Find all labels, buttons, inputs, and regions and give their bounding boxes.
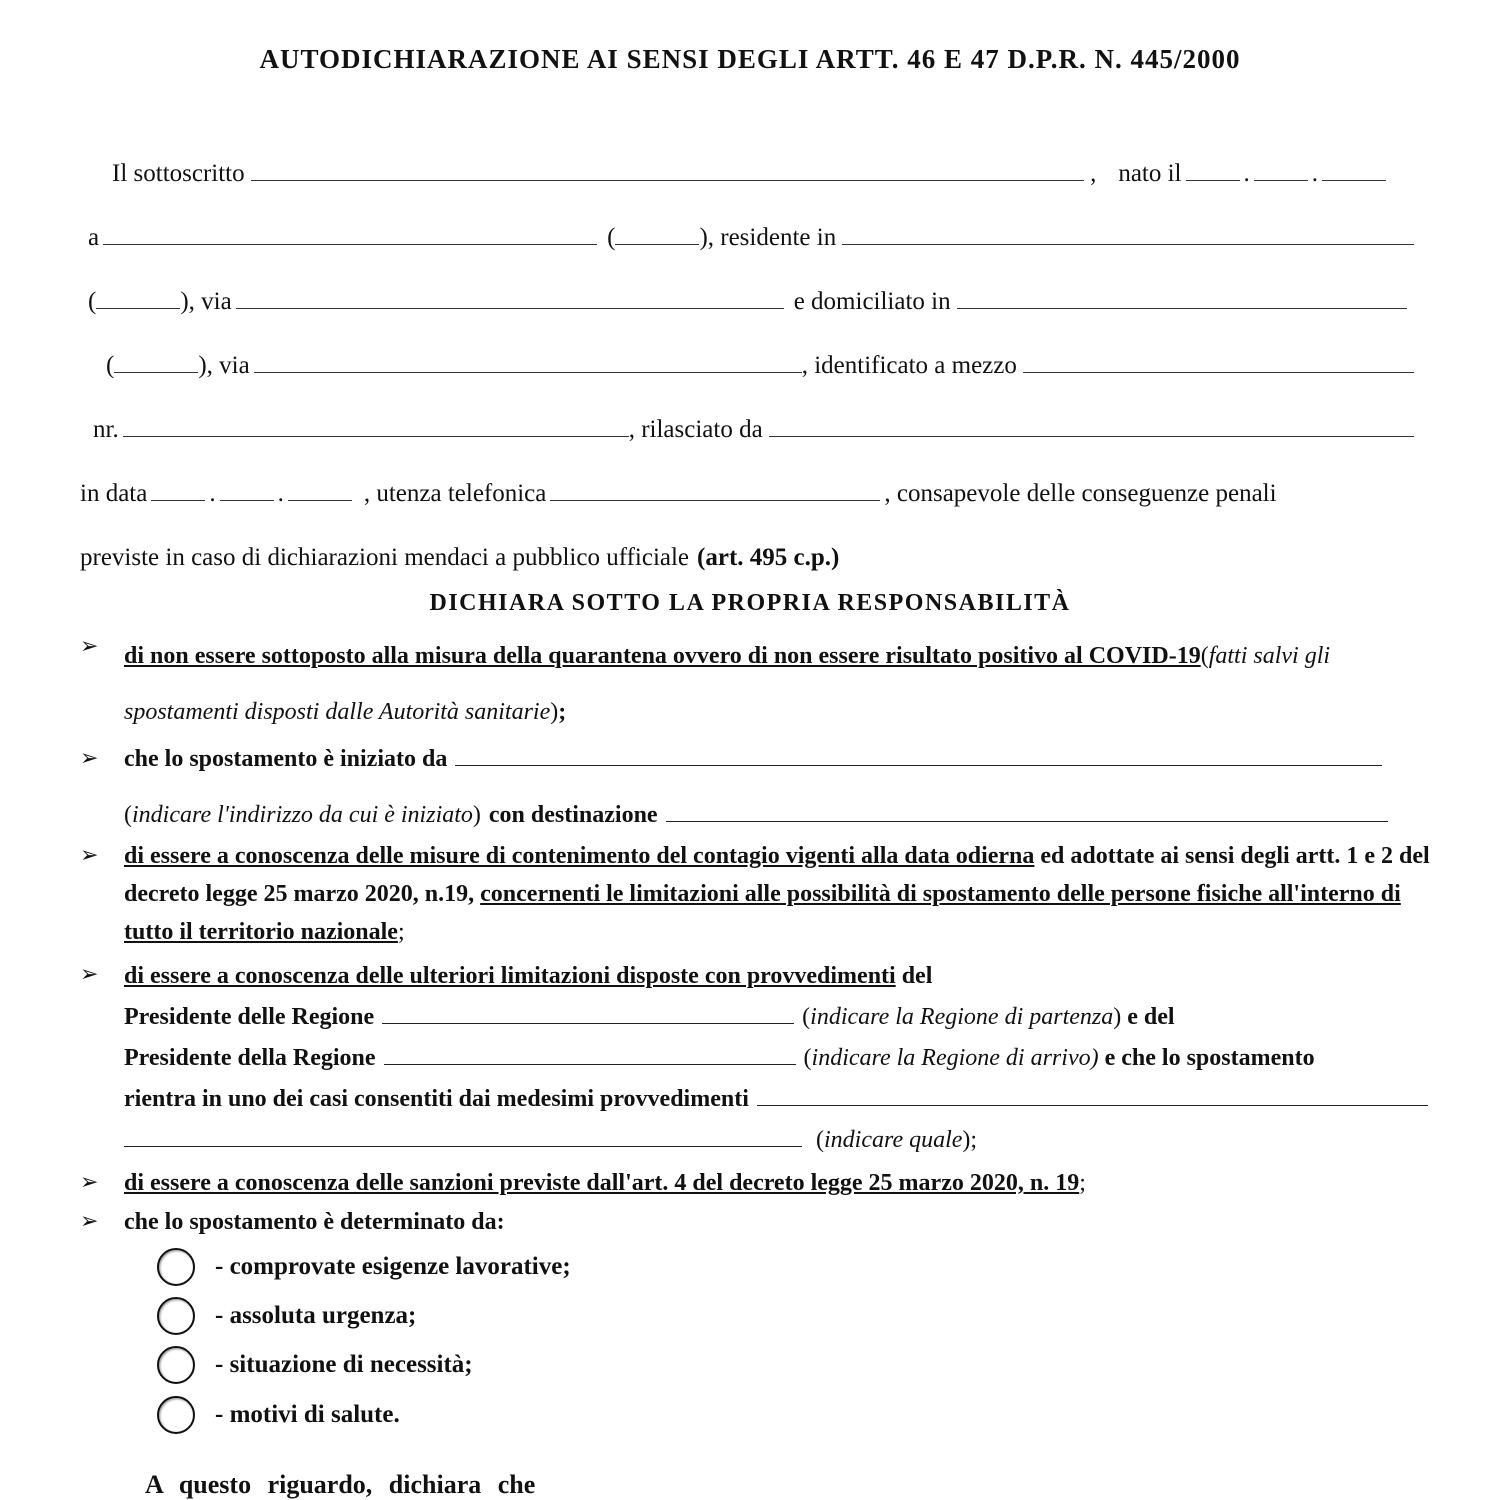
label-dot: .: [277, 480, 284, 507]
radio-circle-icon[interactable]: [157, 1396, 195, 1434]
close-paren: ): [1113, 1004, 1122, 1030]
label-utenza: , utenza telefonica: [363, 480, 547, 507]
start-address-field[interactable]: [455, 764, 1382, 766]
birth-day-field[interactable]: [1186, 179, 1240, 181]
region-arrival-field[interactable]: [384, 1063, 796, 1065]
presidente-delle-label: Presidente delle Regione: [124, 1004, 375, 1030]
document-number-field[interactable]: [123, 435, 629, 437]
name-field[interactable]: [251, 179, 1084, 181]
open-paren: (: [802, 1004, 811, 1030]
label-previste: previste in caso di dichiarazioni mendaci a pubblico ufficiale: [80, 544, 690, 571]
bullet-icon: ➢: [80, 1170, 99, 1195]
birth-place-field[interactable]: [103, 243, 597, 245]
residence-province-field[interactable]: [96, 307, 180, 309]
issue-day-field[interactable]: [151, 499, 205, 501]
birth-month-field[interactable]: [1254, 179, 1308, 181]
form-line-data: [80, 480, 1390, 508]
quarantena-open: (: [1200, 643, 1209, 669]
indicare-quale-hint: indicare quale: [824, 1127, 963, 1153]
item-ulteriori-limitazioni: [124, 956, 1436, 1161]
residence-street-field[interactable]: [236, 307, 784, 309]
birth-year-field[interactable]: [1322, 179, 1386, 181]
item-sanzioni: [124, 1164, 1436, 1202]
residence-field[interactable]: [842, 243, 1414, 245]
label-in-data: in data: [80, 480, 148, 507]
destination-field[interactable]: [666, 820, 1388, 822]
label-prov-open: (: [106, 352, 115, 379]
label-nato-il: nato il: [1118, 160, 1182, 187]
bullet-icon: ➢: [80, 1209, 99, 1234]
indicare-partenza-hint: indicare la Regione di partenza: [810, 1004, 1114, 1030]
option-lavorative[interactable]: [157, 1248, 571, 1286]
label-dot: .: [209, 480, 216, 507]
option-label: - motivi di salute.: [215, 1401, 400, 1428]
label-residente: ), residente in: [699, 224, 837, 251]
item-spostamento-da: [124, 740, 1390, 778]
open-paren: (: [803, 1045, 812, 1071]
open-paren: (: [816, 1127, 824, 1153]
domicile-street-field[interactable]: [254, 371, 802, 373]
label-comma: ,: [1090, 160, 1097, 187]
domicile-province-field[interactable]: [114, 371, 198, 373]
region-departure-field[interactable]: [382, 1022, 794, 1024]
e-che-label: e che lo spostamento: [1104, 1045, 1315, 1071]
label-a: a: [88, 224, 100, 251]
close-semi: );: [962, 1127, 978, 1153]
item-determinato: [124, 1203, 1436, 1241]
e-del-label: e del: [1127, 1004, 1175, 1030]
sanzioni-text: di essere a conoscenza delle sanzioni previste dall'art. 4 del decreto legge 25 marzo 2020, n. 19: [124, 1170, 1080, 1196]
radio-circle-icon[interactable]: [157, 1297, 195, 1335]
form-line-via: [88, 288, 1413, 316]
label-nr: nr.: [93, 416, 119, 443]
issued-by-field[interactable]: [769, 435, 1414, 437]
label-art495: (art. 495 c.p.): [697, 544, 840, 571]
form-line-nr: [93, 416, 1420, 444]
form-line-identificato: [106, 352, 1420, 380]
misure-underlined-text: di essere a conoscenza delle misure di contenimento del contagio vigenti alla data odierna: [124, 843, 1035, 869]
quarantena-text: di non essere sottoposto alla misura della quarantena ovvero di non essere risultato positivo al COVID-19: [124, 643, 1201, 669]
dichiara-heading: DICHIARA SOTTO LA PROPRIA RESPONSABILITÀ: [429, 590, 1071, 616]
radio-circle-icon[interactable]: [157, 1346, 195, 1384]
sanzioni-semicolon: ;: [1079, 1170, 1086, 1196]
option-label: - situazione di necessità;: [215, 1351, 473, 1378]
form-line-luogo: [88, 224, 1420, 252]
determinato-text: che lo spostamento è determinato da:: [124, 1209, 505, 1235]
label-consapevole: , consapevole delle conseguenze penali: [884, 480, 1277, 507]
label-domiciliato: e domiciliato in: [793, 288, 951, 315]
label-dot: .: [1311, 160, 1318, 187]
phone-field[interactable]: [550, 499, 880, 501]
form-line-previste: [80, 544, 1425, 572]
presidente-della-label: Presidente della Regione: [124, 1045, 376, 1071]
label-prov-open: (: [88, 288, 97, 315]
label-via: ), via: [180, 288, 232, 315]
issue-month-field[interactable]: [220, 499, 274, 501]
item-misure-contenimento: [124, 837, 1436, 951]
bullet-icon: ➢: [80, 843, 99, 868]
label-via: ), via: [198, 352, 250, 379]
label-sottoscritto: Il sottoscritto: [112, 160, 245, 187]
item-quarantena: [124, 628, 1436, 740]
label-dot: .: [1243, 160, 1250, 187]
misure-limitazioni-text: concernenti le limitazioni alle possibilità di spostamento delle persone fisiche all'interno di tutto il territorio nazionale: [124, 881, 1401, 945]
final-statement: A questo riguardo, dichiara che: [145, 1470, 536, 1499]
case-field[interactable]: [757, 1104, 1428, 1106]
domicile-field[interactable]: [957, 307, 1407, 309]
form-line-sottoscritto: [112, 160, 1390, 188]
label-identificato: , identificato a mezzo: [801, 352, 1017, 379]
bullet-icon: ➢: [80, 634, 99, 659]
option-label: - assoluta urgenza;: [215, 1302, 417, 1329]
indicare-indirizzo-hint: indicare l'indirizzo da cui è iniziato: [132, 802, 473, 828]
open-paren: (: [124, 802, 132, 828]
option-label: - comprovate esigenze lavorative;: [215, 1253, 571, 1280]
close-paren: ): [472, 802, 481, 828]
label-rilasciato: , rilasciato da: [628, 416, 763, 443]
case-field-continued[interactable]: [124, 1145, 802, 1147]
issue-year-field[interactable]: [288, 499, 352, 501]
indicare-arrivo-hint: indicare la Regione di arrivo): [811, 1045, 1099, 1071]
birth-province-field[interactable]: [615, 243, 699, 245]
ulteriori-text: di essere a conoscenza delle ulteriori limitazioni disposte con provvedimenti: [124, 963, 896, 989]
label-prov-open: (: [607, 224, 616, 251]
destinazione-label: con destinazione: [488, 802, 658, 828]
option-necessita[interactable]: [157, 1346, 473, 1384]
quarantena-italic: fatti salvi gli spostamenti disposti dalle Autorità sanitarie: [124, 643, 1331, 725]
radio-circle-icon[interactable]: [157, 1248, 195, 1286]
quarantena-close: ): [550, 699, 559, 725]
page-title: AUTODICHIARAZIONE AI SENSI DEGLI ARTT. 46 E 47 D.P.R. N. 445/2000: [259, 44, 1241, 74]
quarantena-semicolon: ;: [558, 699, 567, 725]
misure-semicolon: ;: [397, 919, 405, 945]
option-salute[interactable]: [157, 1396, 400, 1434]
ulteriori-del: del: [901, 963, 933, 989]
bullet-icon: ➢: [80, 962, 99, 987]
spostamento-da-label: che lo spostamento è iniziato da: [124, 746, 448, 772]
rientra-label: rientra in uno dei casi consentiti dai medesimi provvedimenti: [124, 1086, 749, 1112]
item-destinazione: [124, 796, 1396, 834]
bullet-icon: ➢: [80, 746, 99, 771]
option-urgenza[interactable]: [157, 1297, 416, 1335]
document-type-field[interactable]: [1023, 371, 1414, 373]
misure-mid-text: ed adottate ai sensi degli artt. 1 e 2 del decreto legge 25 marzo 2020, n.19,: [124, 843, 1430, 907]
